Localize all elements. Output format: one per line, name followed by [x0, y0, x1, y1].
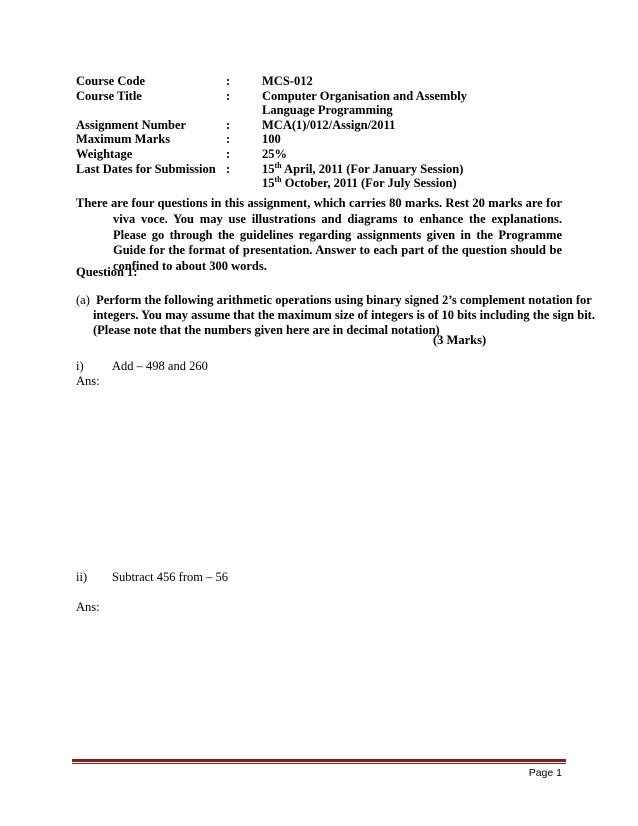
info-label: Weightage	[76, 146, 133, 161]
question-text-3: (Please note that the numbers given here are in decimal notation)	[93, 323, 440, 337]
info-value: 25%	[262, 146, 287, 161]
info-colon: :	[226, 161, 231, 176]
footer-divider	[72, 759, 566, 764]
question-part-a	[76, 293, 595, 338]
info-label: Course Code	[76, 74, 146, 88]
info-value: Language Programming	[262, 103, 393, 118]
date-day: 15	[262, 176, 275, 191]
part-tag: (a)	[76, 293, 90, 307]
subpart-i	[76, 359, 208, 374]
question-line-1	[76, 293, 592, 308]
info-value: 100	[262, 132, 281, 147]
subpart-number: ii)	[76, 570, 88, 584]
question-heading: Question 1:	[76, 265, 138, 279]
info-label: Course Title	[76, 88, 142, 103]
question-text-2: integers. You may assume that the maximum size of integers is of 10 bits including the sign bit.	[93, 308, 595, 322]
subpart-ii	[76, 570, 228, 585]
info-colon: :	[226, 88, 231, 103]
subpart-text: Add – 498 and 260	[112, 359, 208, 373]
answer-label-i: Ans:	[76, 374, 100, 388]
info-label: Maximum Marks	[76, 132, 171, 147]
date-ordinal: th	[274, 160, 282, 170]
answer-label-ii: Ans:	[76, 600, 100, 614]
info-label: Last Dates for Submission	[76, 161, 216, 176]
marks-label: (3 Marks)	[433, 333, 487, 347]
info-value: MCS-012	[262, 74, 313, 88]
date-rest: April, 2011 (For January Session)	[281, 161, 464, 176]
date-january-session	[262, 162, 463, 177]
info-value: Computer Organisation and Assembly	[262, 88, 468, 103]
date-ordinal: th	[274, 175, 282, 185]
date-july-session	[262, 176, 457, 191]
info-value: MCA(1)/012/Assign/2011	[262, 117, 396, 132]
question-text-1: Perform the following arithmetic operations using binary signed 2’s complement notation for	[96, 293, 592, 307]
subpart-number: i)	[76, 359, 84, 373]
assignment-instructions: There are four questions in this assignment, which carries 80 marks. Rest 20 marks are for viva voce. You may use illustrations and diagrams to enhance the explanations. Please go through the guidelines regarding assignments given in the Programme Guide for the format of presentation. Answer to each part of the question should be confined to about 300 words.	[76, 196, 562, 274]
info-colon: :	[226, 132, 231, 147]
info-colon: :	[226, 117, 231, 132]
info-label: Assignment Number	[76, 117, 187, 132]
page-number: Page 1	[528, 767, 562, 779]
date-rest: October, 2011 (For July Session)	[281, 176, 457, 191]
date-day: 15	[262, 161, 275, 176]
info-colon: :	[226, 74, 231, 88]
subpart-text: Subtract 456 from – 56	[112, 570, 228, 584]
info-colon: :	[226, 146, 231, 161]
